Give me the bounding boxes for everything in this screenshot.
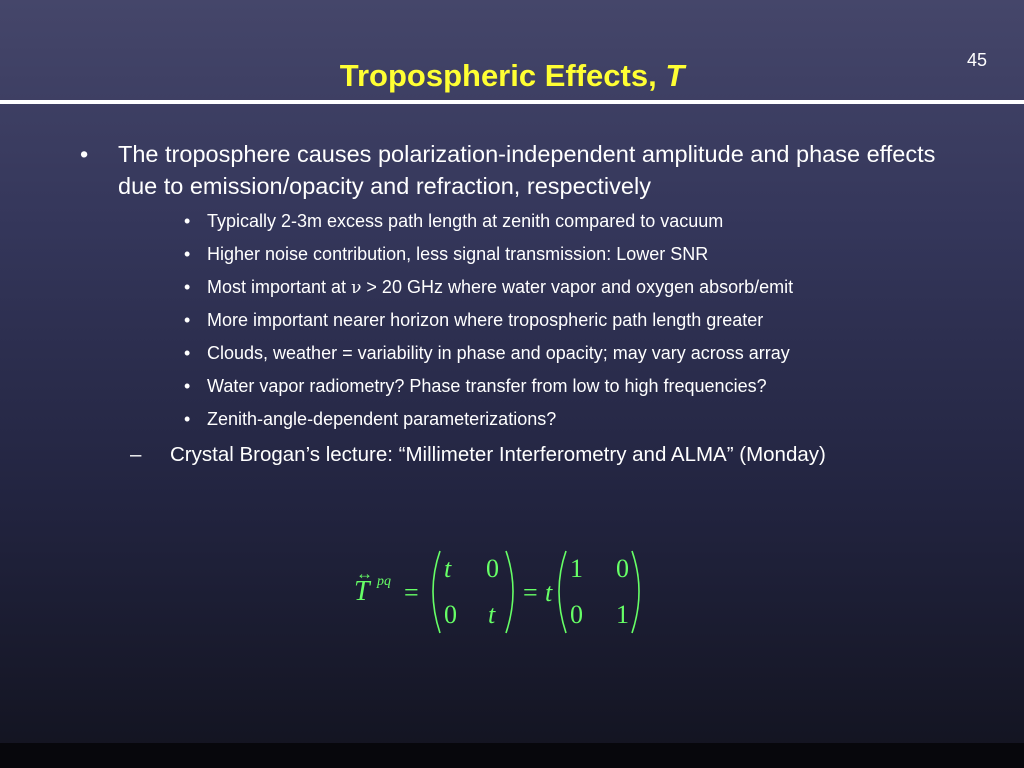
sub-bullet-text: Higher noise contribution, less signal transmission: Lower SNR <box>207 244 709 264</box>
sub-bullet-marker: • <box>184 244 191 264</box>
sub-bullet-prefix: Most important at <box>207 277 352 297</box>
sub-bullet-marker: • <box>184 277 191 297</box>
sub-bullet-text: Typically 2-3m excess path length at zenith compared to vacuum <box>207 211 724 231</box>
sub-bullet <box>184 407 1004 440</box>
formula-equals: = <box>523 578 538 607</box>
formula-equals: = <box>404 578 419 607</box>
main-bullet-text: The troposphere causes polarization-independent amplitude and phase effects due to emission/opacity and refraction, respectively <box>118 141 936 199</box>
sub-bullet-text: More important nearer horizon where tropospheric path length greater <box>207 310 764 330</box>
formula-scalar: t <box>545 578 553 607</box>
sub-bullet-marker: • <box>184 409 191 429</box>
title-text: Tropospheric Effects, <box>339 58 666 93</box>
matrix2-right-paren <box>632 551 639 633</box>
sub-bullet-marker: • <box>184 310 191 330</box>
sub-bullet-marker: • <box>184 211 191 231</box>
matrix1-left-paren <box>433 551 440 633</box>
sub-bullet <box>184 209 1004 242</box>
formula-arrow: ↔ <box>356 564 373 583</box>
main-bullet <box>80 138 960 202</box>
sub-bullet <box>184 275 1004 308</box>
title-divider <box>0 100 1024 104</box>
formula-superscript: pq <box>377 574 391 589</box>
matrix1-cell: 0 <box>444 600 457 629</box>
matrix1-right-paren <box>506 551 513 633</box>
title-variable: T <box>665 58 685 93</box>
slide-number: 45 <box>966 50 988 70</box>
jones-matrix-formula <box>340 545 650 640</box>
bottom-bar <box>0 743 1024 768</box>
sub-bullet <box>184 341 1004 374</box>
matrix2-cell: 0 <box>616 554 629 583</box>
matrix1-cell: t <box>488 600 496 629</box>
sub-bullet <box>184 374 1004 407</box>
sub-bullet-text <box>207 275 1004 300</box>
sub-bullet-text: Clouds, weather = variability in phase and opacity; may vary across array <box>207 343 790 363</box>
sub-bullet-text: Water vapor radiometry? Phase transfer from low to high frequencies? <box>207 376 767 396</box>
formula-symbol: T <box>354 576 370 607</box>
sub-bullet-marker: • <box>184 343 191 363</box>
matrix2-left-paren <box>559 551 566 633</box>
bullet-marker: • <box>80 141 89 167</box>
sub-bullet-suffix: > 20 GHz where water vapor and oxygen absorb/emit <box>366 277 794 297</box>
matrix1-cell: 0 <box>486 554 499 583</box>
nu-symbol: ν <box>351 278 362 298</box>
matrix2-cell: 1 <box>570 554 583 583</box>
matrix2-cell: 1 <box>616 600 629 629</box>
slide-title <box>0 58 1024 94</box>
dash-bullet <box>130 440 910 469</box>
sub-bullet-list <box>184 209 1004 440</box>
matrix1-cell: t <box>444 554 452 583</box>
sub-bullet <box>184 242 1004 275</box>
dash-marker: – <box>130 443 142 466</box>
dash-bullet-text: Crystal Brogan’s lecture: “Millimeter Interferometry and ALMA” (Monday) <box>170 443 826 466</box>
sub-bullet-marker: • <box>184 376 191 396</box>
matrix2-cell: 0 <box>570 600 583 629</box>
sub-bullet <box>184 308 1004 341</box>
sub-bullet-text: Zenith-angle-dependent parameterizations? <box>207 409 557 429</box>
